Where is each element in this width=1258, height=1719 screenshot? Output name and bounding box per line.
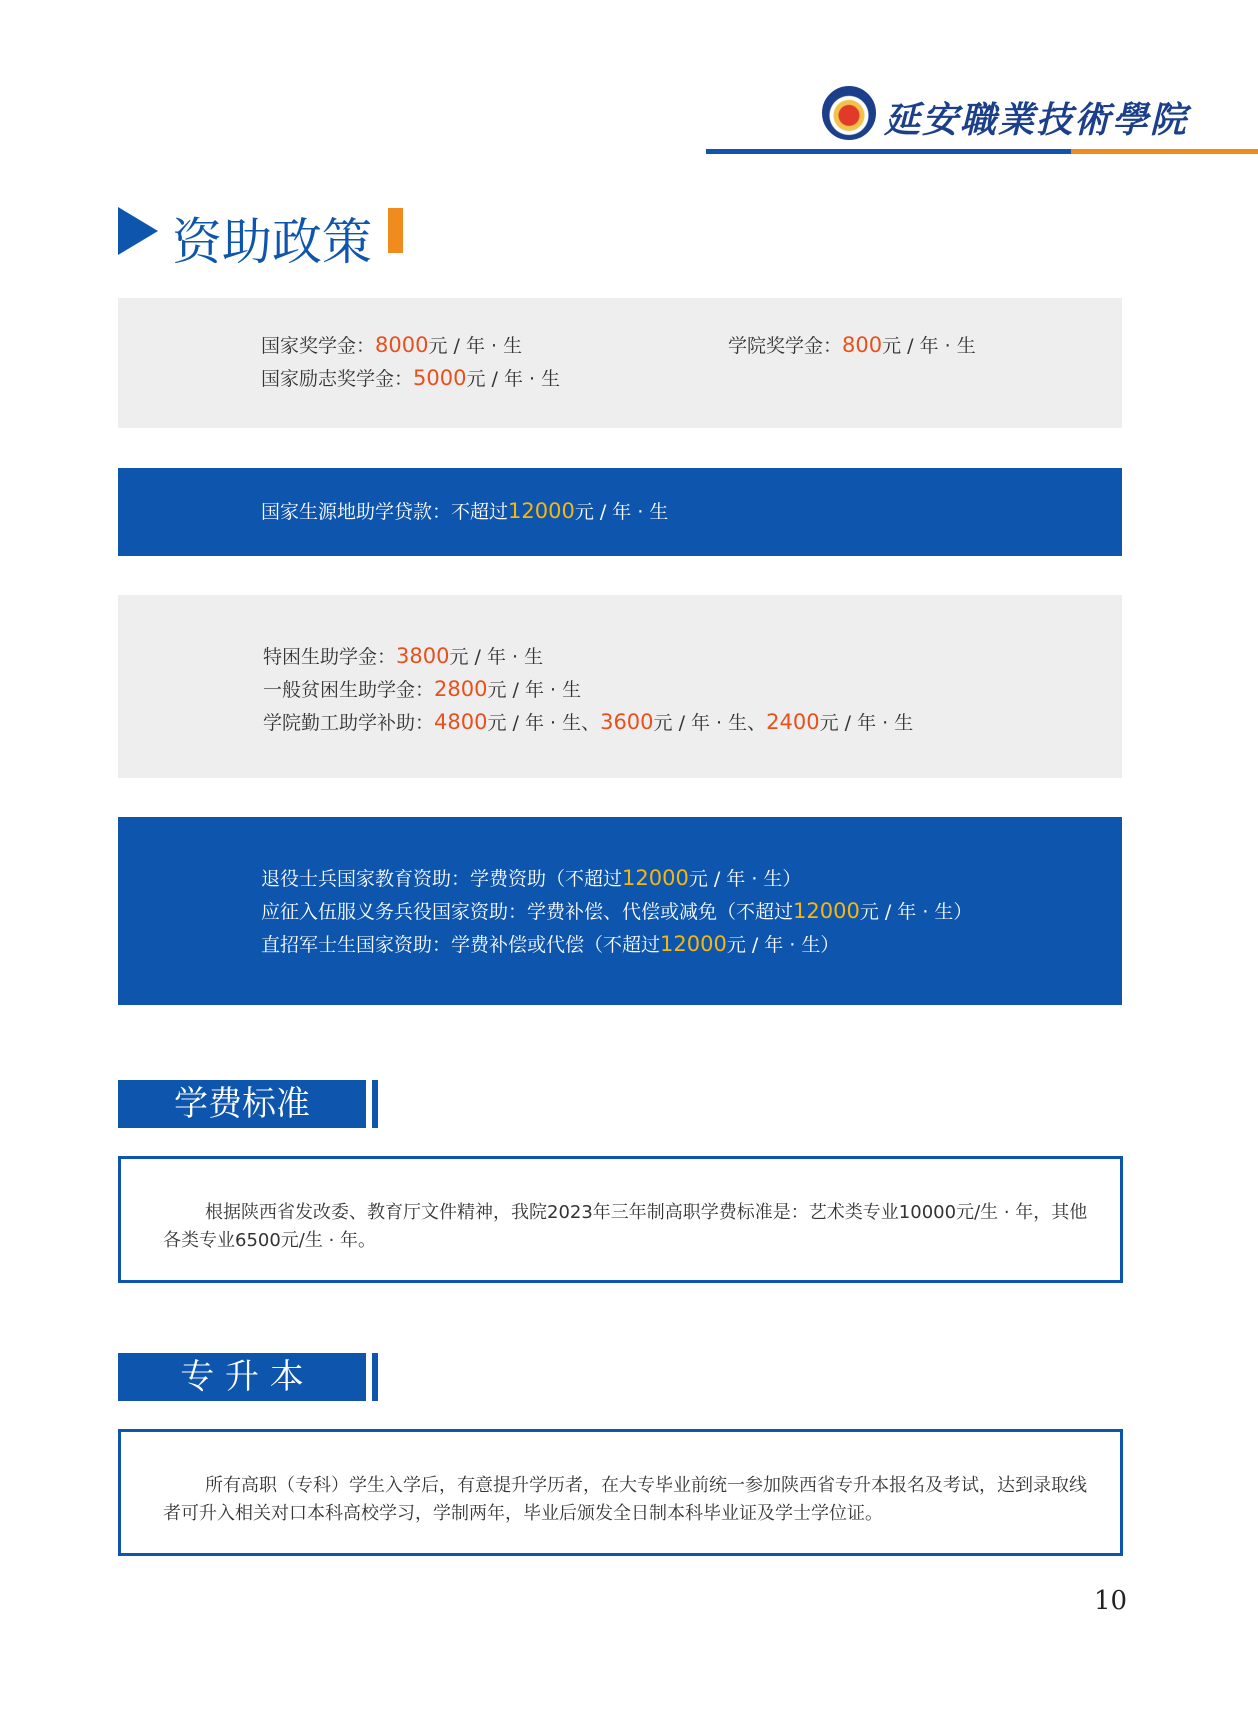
tuition-heading: 学费标准	[118, 1080, 366, 1128]
scholarship-block	[118, 298, 1122, 428]
military-aid-block	[118, 817, 1122, 1005]
header-rule-orange	[1071, 149, 1258, 154]
amount: 2800	[434, 677, 488, 701]
conscript-aid-line: 应征入伍服义务兵役国家资助：学费补偿、代偿或减免（不超过12000元 / 年 · 生）	[261, 899, 973, 923]
upgrade-text: 所有高职（专科）学生入学后，有意提升学历者，在大专毕业前统一参加陕西省专升本报名及考试，达到录取线者可升入相关对口本科高校学习，学制两年，毕业后颁发全日制本科毕业证及学士学位证。	[163, 1475, 1087, 1524]
amount: 12000	[793, 899, 860, 923]
section-title: 资助政策	[172, 213, 372, 271]
loan-block	[118, 468, 1122, 556]
page-number: 10	[1094, 1586, 1128, 1616]
play-arrow-icon	[118, 207, 158, 255]
amount: 8000	[375, 333, 429, 357]
special-grant-line: 特困生助学金：3800元 / 年 · 生	[263, 644, 544, 668]
amount: 2400	[766, 710, 820, 734]
amount: 5000	[413, 366, 467, 390]
grants-block	[118, 595, 1122, 778]
veteran-aid-line: 退役士兵国家教育资助：学费资助（不超过12000元 / 年 · 生）	[261, 866, 802, 890]
college-logo-seal	[822, 86, 876, 140]
tuition-box	[118, 1156, 1123, 1283]
amount: 3600	[600, 710, 654, 734]
tuition-heading-bar	[372, 1080, 378, 1128]
amount: 4800	[434, 710, 488, 734]
college-scholarship-line: 学院奖学金：800元 / 年 · 生	[728, 333, 976, 357]
national-scholarship-line: 国家奖学金：8000元 / 年 · 生	[261, 333, 523, 357]
header-rule-blue	[706, 149, 1071, 154]
college-name-logotype: 延安職業技術學院	[884, 99, 1189, 141]
amount: 12000	[622, 866, 689, 890]
amount: 3800	[396, 644, 450, 668]
amount: 800	[842, 333, 883, 357]
upgrade-box	[118, 1429, 1123, 1556]
national-encouragement-line: 国家励志奖学金：5000元 / 年 · 生	[261, 366, 561, 390]
general-grant-line: 一般贫困生助学金：2800元 / 年 · 生	[263, 677, 582, 701]
amount: 12000	[508, 499, 575, 523]
title-accent-bar	[388, 208, 403, 253]
tuition-text: 根据陕西省发改委、教育厅文件精神，我院2023年三年制高职学费标准是：艺术类专业10000元/生 · 年，其他各类专业6500元/生 · 年。	[163, 1202, 1088, 1251]
work-study-line: 学院勤工助学补助：4800元 / 年 · 生、3600元 / 年 · 生、2400元 / 年 · 生	[263, 710, 914, 734]
amount: 12000	[660, 932, 727, 956]
upgrade-heading-bar	[372, 1353, 378, 1401]
military-cadet-aid-line: 直招军士生国家资助：学费补偿或代偿（不超过12000元 / 年 · 生）	[261, 932, 840, 956]
student-loan-line: 国家生源地助学贷款：不超过12000元 / 年 · 生	[261, 499, 669, 523]
upgrade-heading: 专 升 本	[118, 1353, 366, 1401]
